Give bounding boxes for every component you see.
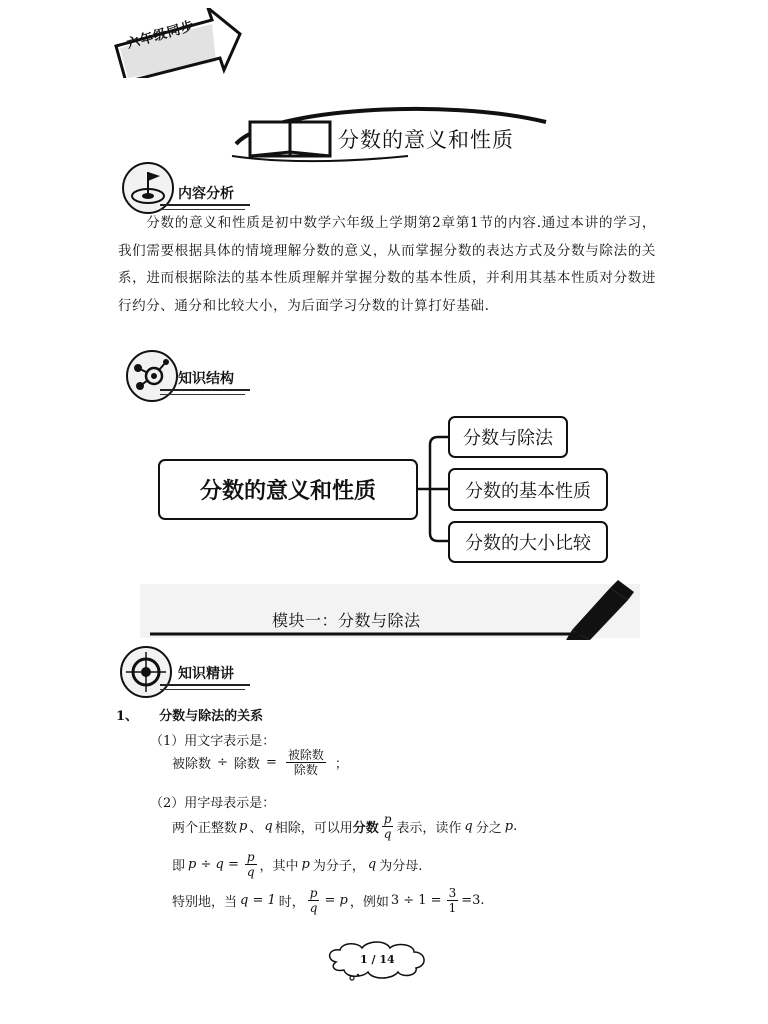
fraction: [286, 748, 326, 777]
formula-bold: 分数: [352, 821, 379, 836]
fraction-denominator: q: [246, 865, 255, 879]
formula-expression: p ÷ q =: [188, 857, 239, 872]
formula-text: ，例如: [349, 895, 389, 910]
formula-words: [172, 748, 348, 777]
formula-text: ；: [334, 757, 348, 772]
fraction-numerator: p: [309, 886, 318, 900]
formula-text: 相除，可以用: [274, 821, 353, 836]
fraction-denominator: 1: [448, 901, 457, 915]
formula-expression: q = 1: [240, 893, 276, 908]
formula-expression: = p: [324, 893, 348, 908]
fraction-denominator: q: [383, 827, 392, 841]
formula-text: .: [513, 819, 518, 834]
section-title-knowledge-explain: 知识精讲: [178, 666, 234, 682]
formula-expression: 3 ÷ 1 =: [390, 893, 442, 908]
mindmap-branch: 分数与除法: [448, 416, 568, 458]
var-p: p: [239, 819, 248, 834]
formula-line: [172, 812, 517, 841]
sub-label: （1）用文字表示是：: [150, 734, 276, 749]
formula-text: 除数: [233, 757, 260, 772]
mindmap-root: 分数的意义和性质: [158, 459, 418, 520]
section-title-knowledge-structure: 知识结构: [178, 371, 234, 387]
item-heading: [116, 705, 263, 724]
mindmap-branch: 分数的大小比较: [448, 521, 608, 563]
section-underline-thin: [160, 689, 245, 690]
section-underline: [160, 204, 250, 206]
formula-text: 表示，读作: [396, 821, 462, 836]
formula-line: [172, 886, 485, 915]
var-p: p: [301, 857, 310, 872]
sub-label: （2）用字母表示是：: [150, 796, 276, 811]
section-underline: [160, 684, 250, 686]
formula-operator: ÷: [217, 755, 228, 770]
formula-text: 为分子，: [312, 859, 365, 874]
mindmap-branch: 分数的基本性质: [448, 468, 608, 511]
fraction-denominator: q: [309, 901, 318, 915]
fraction-numerator: 被除数: [287, 748, 324, 762]
formula-line: [172, 850, 422, 879]
formula-text: 被除数: [172, 757, 212, 772]
var-q: q: [367, 857, 377, 872]
item-number: 1、: [116, 709, 139, 724]
intro-paragraph: 分数的意义和性质是初中数学六年级上学期第2章第1节的内容.通过本讲的学习，我们需要根据具体的情境理解分数的意义，从而掌握分数的表达方式及分数与除法的关系，进而根据除法的基本性质理解并掌握分数的基本性质，并利用其基本性质对分数进行约分、通分和比较大小，为后面学习分数的计算打好基础.: [118, 215, 656, 314]
formula-operator: =: [265, 755, 277, 770]
section-title-content-analysis: 内容分析: [178, 186, 234, 202]
crosshair-target-icon: [118, 644, 174, 700]
section-underline: [160, 389, 250, 391]
formula-text: 特别地，当: [172, 895, 238, 910]
formula-text: =3.: [461, 893, 485, 908]
fraction: [382, 812, 394, 841]
page-number: 1 / 14: [360, 953, 395, 966]
formula-text: 为分母.: [379, 859, 423, 874]
formula-text: ，其中: [259, 859, 299, 874]
target-flag-icon: [120, 160, 176, 216]
var-p: p: [504, 819, 514, 834]
var-q: q: [464, 819, 473, 834]
fraction: [245, 850, 257, 879]
fraction-numerator: p: [383, 812, 392, 826]
formula-text: 两个正整数: [172, 821, 238, 836]
network-node-icon: [124, 348, 180, 404]
formula-text: 时，: [278, 895, 305, 910]
formula-text: 分之: [475, 821, 502, 836]
fraction: [308, 886, 320, 915]
fraction-numerator: 3: [448, 886, 457, 900]
fraction-denominator: 除数: [293, 763, 318, 777]
formula-text: 即: [172, 859, 186, 874]
module-title: 模块一：分数与除法: [272, 611, 421, 630]
item-title: 分数与除法的关系: [159, 709, 264, 724]
section-underline-thin: [160, 394, 245, 395]
fraction: [447, 886, 459, 915]
page-title: 分数的意义和性质: [338, 128, 514, 152]
var-q: q: [264, 819, 273, 834]
formula-text: 、: [249, 821, 263, 836]
grade-badge-text: 六年级同步: [125, 18, 197, 53]
fraction-numerator: p: [246, 850, 255, 864]
